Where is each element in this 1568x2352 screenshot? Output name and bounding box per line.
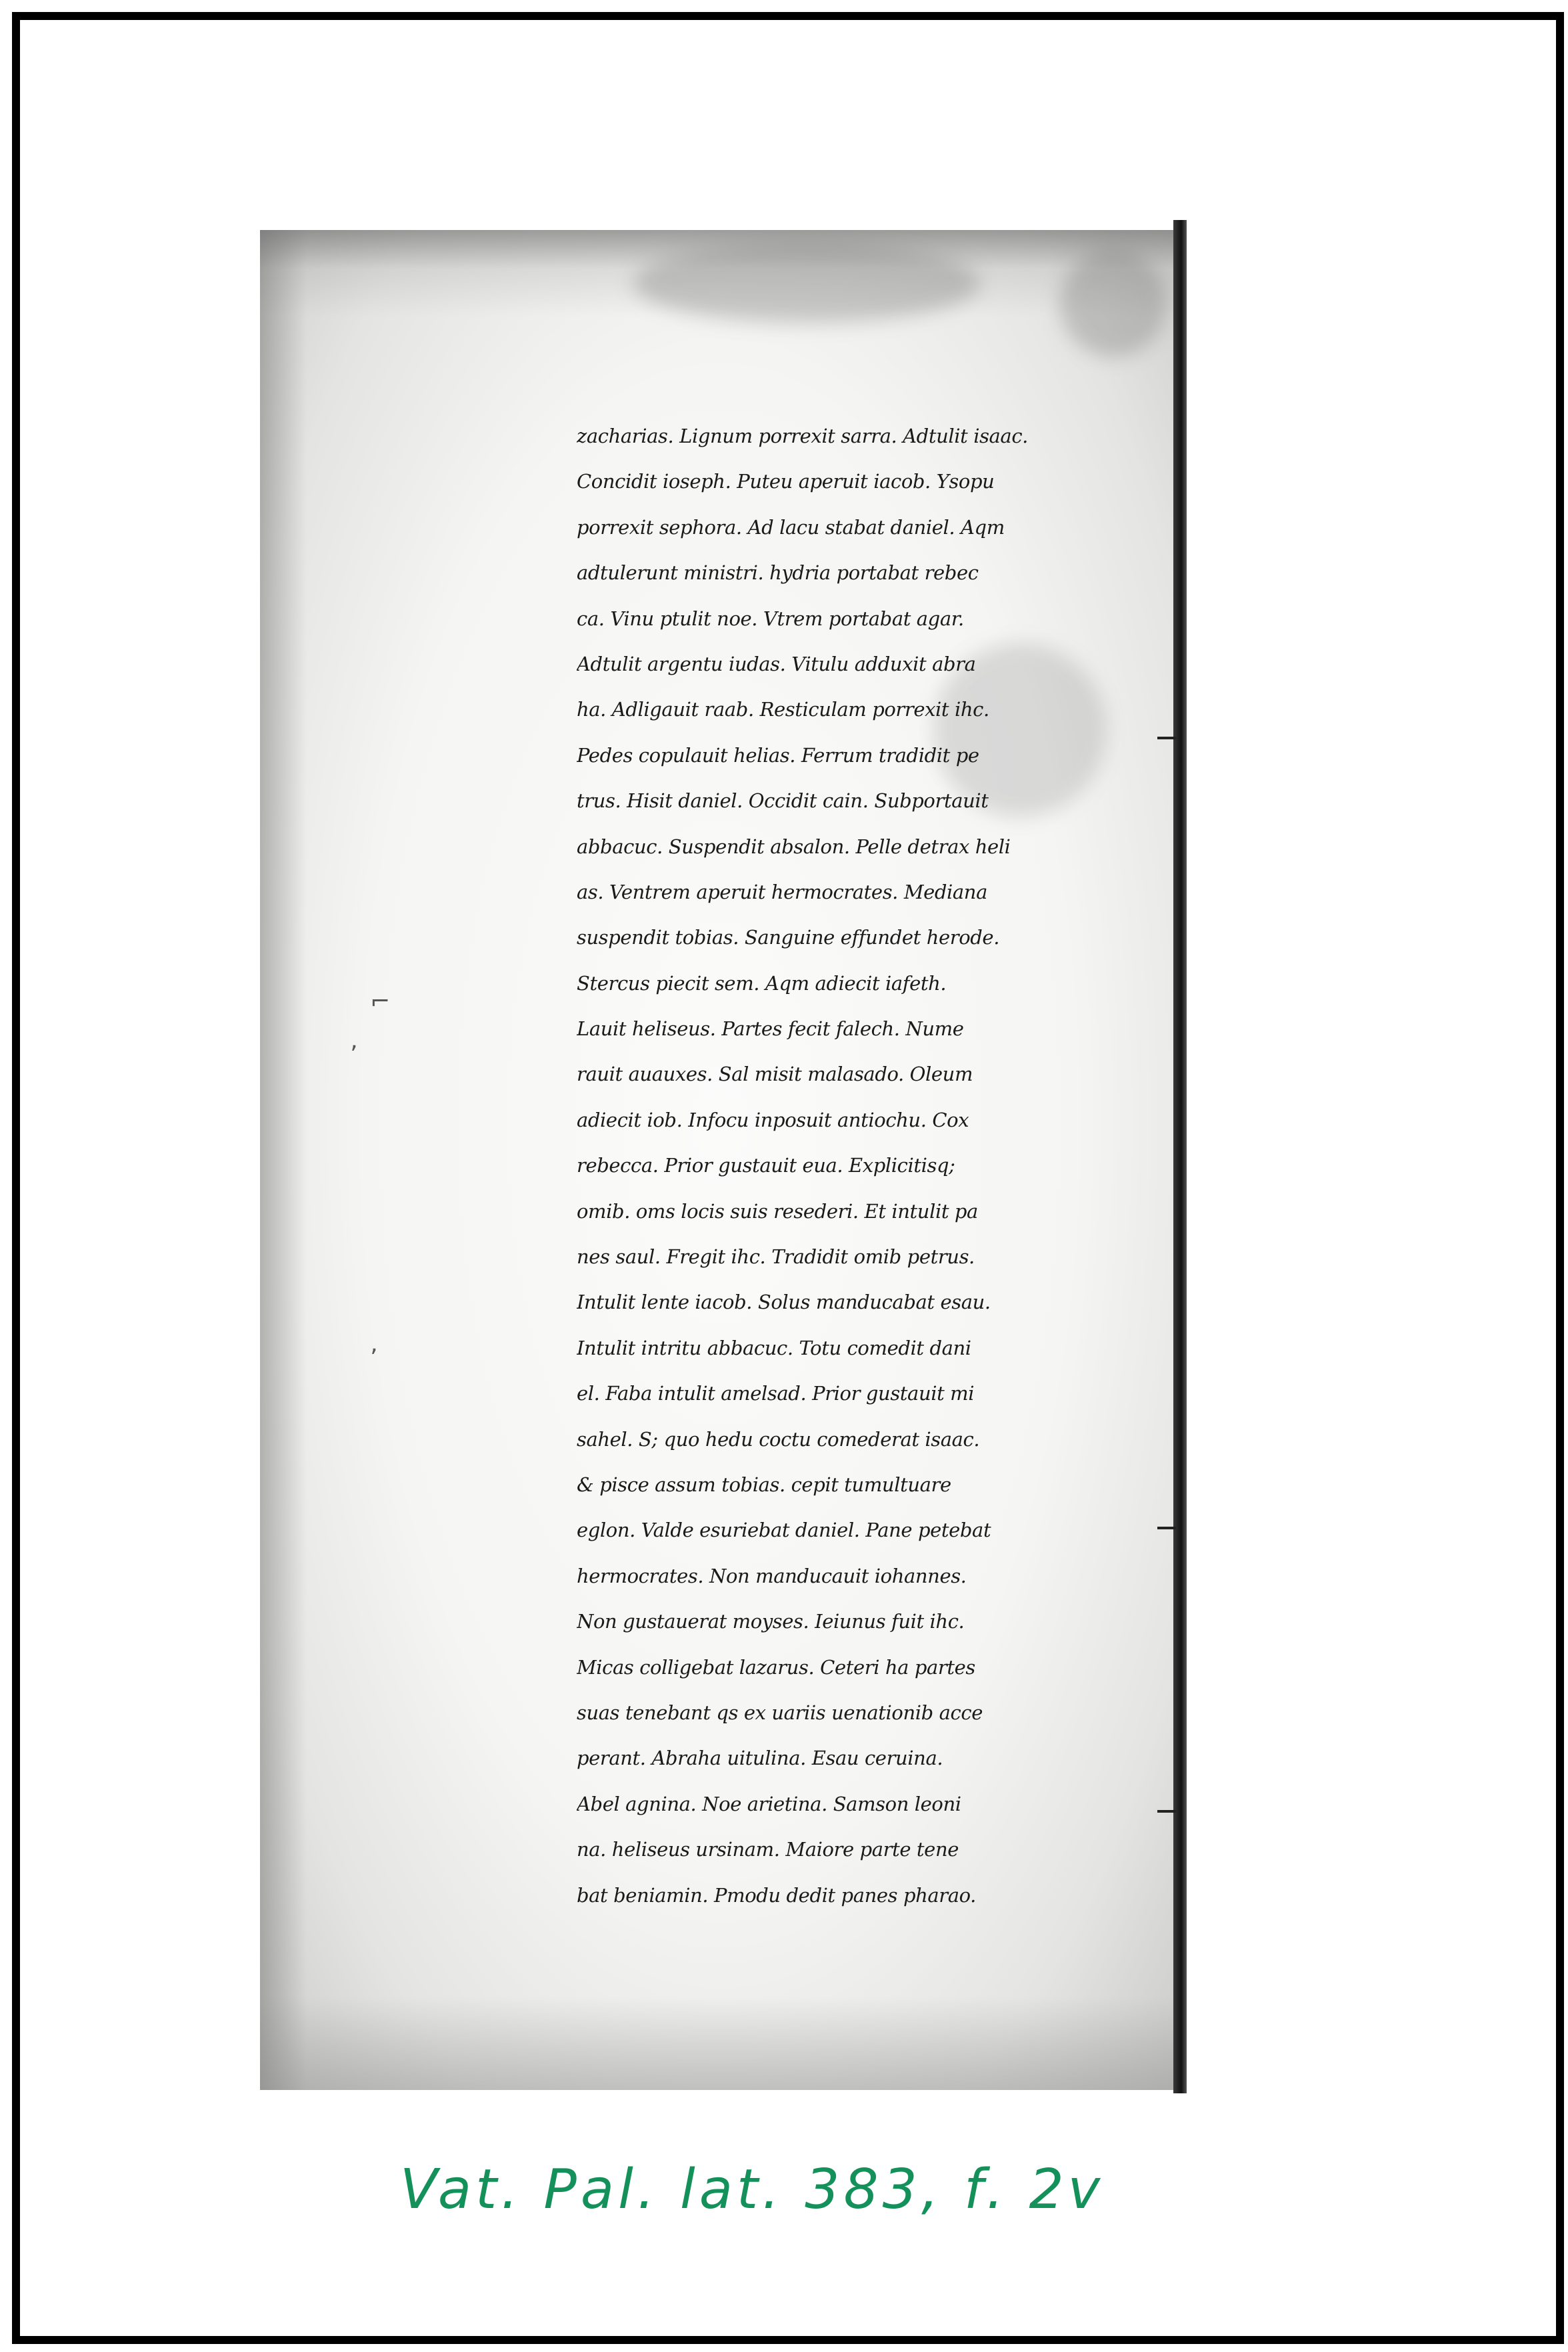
manuscript-line: porrexit sephora. Ad lacu stabat daniel. Aqm — [577, 515, 1005, 539]
leaf-bottom-shade — [260, 1997, 1180, 2090]
manuscript-line: adiecit iob. Infocu inposuit antiochu. Cox — [577, 1108, 969, 1131]
manuscript-text — [577, 413, 1097, 1918]
edge-tick — [1157, 737, 1176, 739]
margin-mark: ʼ — [350, 1041, 358, 1069]
manuscript-line: zacharias. Lignum porrexit sarra. Adtulit isaac. — [577, 425, 1028, 447]
manuscript-line: hermocrates. Non manducauit iohannes. — [577, 1564, 967, 1587]
manuscript-line: abbacuc. Suspendit absalon. Pelle detrax heli — [577, 835, 1011, 858]
shelfmark-annotation: Vat. Pal. lat. 383, f. 2v — [400, 2158, 1105, 2221]
manuscript-line: Adtulit argentu iudas. Vitulu adduxit abra — [577, 652, 976, 675]
manuscript-line: rebecca. Prior gustauit eua. Explicitisq; — [577, 1154, 955, 1177]
edge-tick — [1157, 1527, 1176, 1529]
stain-blot — [1060, 250, 1167, 357]
manuscript-line: Stercus piecit sem. Aqm adiecit iafeth. — [577, 971, 947, 995]
manuscript-line: Intulit lente iacob. Solus manducabat esau. — [577, 1291, 991, 1314]
manuscript-line: eglon. Valde esuriebat daniel. Pane petebat — [577, 1519, 991, 1542]
manuscript-line: el. Faba intulit amelsad. Prior gustauit mi — [577, 1382, 975, 1405]
manuscript-line: suspendit tobias. Sanguine effundet herode. — [577, 926, 1000, 949]
manuscript-line: trus. Hisit daniel. Occidit cain. Subportauit — [577, 789, 989, 813]
manuscript-line: na. heliseus ursinam. Maiore parte tene — [577, 1838, 959, 1861]
margin-mark: ʼ — [370, 1345, 378, 1372]
manuscript-line: suas tenebant qs ex uariis uenationib acce — [577, 1701, 983, 1724]
manuscript-line: Abel agnina. Noe arietina. Samson leoni — [577, 1792, 961, 1815]
manuscript-line: adtulerunt ministri. hydria portabat rebec — [577, 561, 979, 585]
manuscript-line: sahel. S; quo hedu coctu comederat isaac. — [577, 1427, 980, 1451]
stain-blot — [633, 243, 980, 323]
manuscript-line: ha. Adligauit raab. Resticulam porrexit ihc. — [577, 698, 989, 721]
manuscript-line: Pedes copulauit helias. Ferrum tradidit pe — [577, 743, 979, 767]
manuscript-line: Intulit intritu abbacuc. Totu comedit dani — [577, 1336, 971, 1359]
manuscript-line: omib. oms locis suis resederi. Et intulit pa — [577, 1199, 978, 1223]
manuscript-line: Lauit heliseus. Partes fecit falech. Nume — [577, 1017, 964, 1041]
edge-tick — [1157, 1810, 1176, 1813]
manuscript-line: Concidit ioseph. Puteu aperuit iacob. Ysopu — [577, 470, 995, 493]
manuscript-line: nes saul. Fregit ihc. Tradidit omib petrus. — [577, 1245, 975, 1269]
margin-mark: ⌐ — [370, 988, 391, 1015]
manuscript-line: rauit auauxes. Sal misit malasado. Oleum — [577, 1063, 973, 1086]
leaf-left-shade — [260, 230, 307, 2090]
manuscript-line: bat beniamin. Pmodu dedit panes pharao. — [577, 1883, 976, 1907]
manuscript-line: Non gustauerat moyses. Ieiunus fuit ihc. — [577, 1610, 965, 1633]
manuscript-line: & pisce assum tobias. cepit tumultuare — [577, 1473, 951, 1496]
manuscript-line: ca. Vinu ptulit noe. Vtrem portabat agar. — [577, 607, 964, 630]
manuscript-line: Micas colligebat lazarus. Ceteri ha partes — [577, 1655, 975, 1679]
manuscript-line: as. Ventrem aperuit hermocrates. Mediana — [577, 880, 987, 903]
manuscript-line: perant. Abraha uitulina. Esau ceruina. — [577, 1747, 943, 1770]
